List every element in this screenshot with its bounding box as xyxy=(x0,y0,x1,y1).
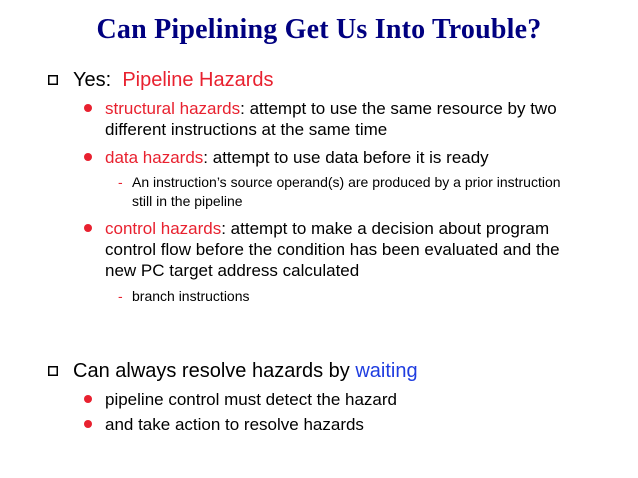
filled-circle-bullet-icon xyxy=(84,153,92,161)
waiting-label: waiting xyxy=(355,360,418,382)
control-hazards-description: : attempt to make a decision about program control flow before the condition has been evaluated and the new PC target address calculated xyxy=(105,219,560,280)
structural-hazards-term: structural hazards xyxy=(105,99,241,118)
detect-hazard-text: pipeline control must detect the hazard xyxy=(105,390,398,409)
structural-hazards-description: : attempt to use the same resource by two different instructions at the same time xyxy=(105,99,557,139)
pipeline-hazards-label: Pipeline Hazards xyxy=(122,69,274,91)
filled-circle-bullet-icon xyxy=(84,104,92,112)
yes-label: Yes: xyxy=(73,69,112,91)
data-hazards-description: : attempt to use data before it is ready xyxy=(203,148,489,167)
filled-circle-bullet-icon xyxy=(84,224,92,232)
control-hazards-term: control hazards xyxy=(105,219,222,238)
filled-circle-bullet-icon xyxy=(84,395,92,403)
control-hazards-detail: branch instructions xyxy=(132,288,250,304)
dash-bullet: - xyxy=(118,174,123,190)
data-hazards-detail: An instruction’s source operand(s) are produced by a prior instruction still in the pipeline xyxy=(132,174,561,209)
hollow-square-bullet-icon xyxy=(48,366,58,376)
slide-title: Can Pipelining Get Us Into Trouble? xyxy=(96,14,542,45)
data-hazards-term: data hazards xyxy=(105,148,204,167)
take-action-text: and take action to resolve hazards xyxy=(105,415,364,434)
resolve-hazards-label: Can always resolve hazards by xyxy=(73,360,350,382)
hollow-square-bullet-icon xyxy=(48,75,58,85)
filled-circle-bullet-icon xyxy=(84,420,92,428)
dash-bullet: - xyxy=(118,288,123,304)
